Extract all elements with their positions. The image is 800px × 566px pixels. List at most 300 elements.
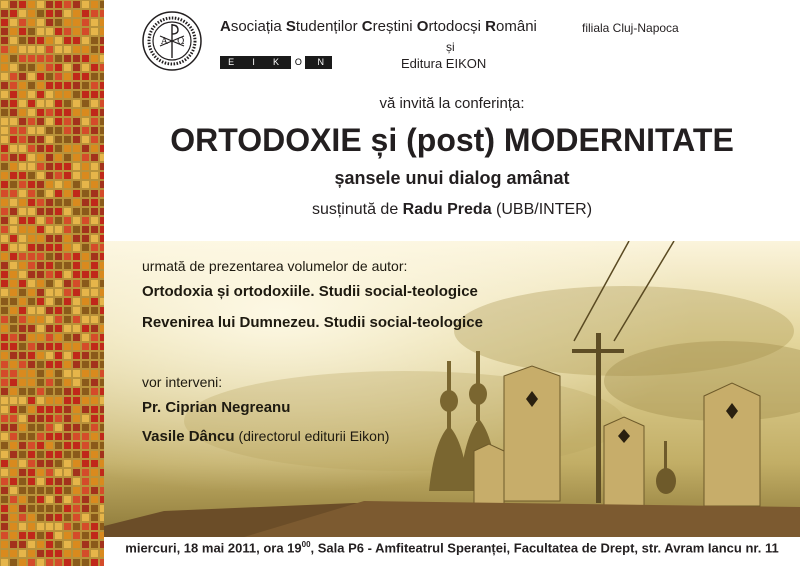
event-location: , Sala P6 - Amfiteatrul Speranței, Facultatea de Drept, str. Avram Iancu nr. 11 [310,540,779,556]
mosaic-tile [73,505,80,512]
mosaic-tile [55,514,62,521]
mosaic-tile [73,415,80,422]
mosaic-tile [73,550,80,557]
mosaic-tile [46,541,53,548]
mosaic-tile [46,433,53,440]
mosaic-tile [28,433,35,440]
mosaic-tile [91,496,98,503]
mosaic-tile [73,82,80,89]
mosaic-tile [19,262,26,269]
mosaic-tile [28,190,35,197]
mosaic-tile [28,307,35,314]
mosaic-tile [28,424,35,431]
mosaic-tile [19,10,26,17]
mosaic-tile [55,307,62,314]
mosaic-tile [55,10,62,17]
mosaic-tile [28,361,35,368]
mosaic-tile [55,397,62,404]
mosaic-tile [46,469,53,476]
mosaic-tile [82,307,89,314]
mosaic-tile [37,262,44,269]
mosaic-tile [37,154,44,161]
mosaic-tile [73,64,80,71]
mosaic-tile [91,154,98,161]
mosaic-tile [91,262,98,269]
mosaic-tile [28,163,35,170]
mosaic-tile [64,199,71,206]
mosaic-tile [1,199,8,206]
mosaic-tile [55,262,62,269]
mosaic-tile [82,172,89,179]
mosaic-tile [28,514,35,521]
mosaic-tile [1,28,8,35]
mosaic-tile [91,82,98,89]
mosaic-tile [82,262,89,269]
mosaic-tile [46,424,53,431]
mosaic-tile [91,478,98,485]
mosaic-tile [46,37,53,44]
mosaic-tile [73,235,80,242]
mosaic-tile [46,352,53,359]
mosaic-tile [10,1,17,8]
mosaic-tile [28,271,35,278]
mosaic-tile [28,325,35,332]
mosaic-tile [91,136,98,143]
mosaic-tile [37,487,44,494]
mosaic-tile [28,46,35,53]
mosaic-tile [1,343,8,350]
mosaic-tile [37,190,44,197]
mosaic-tile [73,370,80,377]
mosaic-tile [37,82,44,89]
mosaic-tile [73,388,80,395]
mosaic-tile [1,307,8,314]
mosaic-tile [10,478,17,485]
mosaic-tile [37,145,44,152]
mosaic-tile [28,280,35,287]
mosaic-tile [91,361,98,368]
mosaic-tile [10,433,17,440]
mosaic-tile [10,523,17,530]
mosaic-tile [10,424,17,431]
mosaic-tile [64,298,71,305]
mosaic-tile [55,46,62,53]
mosaic-tile [46,514,53,521]
mosaic-tile [82,253,89,260]
mosaic-tile [64,415,71,422]
mosaic-tile [46,55,53,62]
mosaic-tile [37,73,44,80]
mosaic-tile [28,28,35,35]
mosaic-tile [64,226,71,233]
mosaic-tile [10,172,17,179]
mosaic-tile [82,64,89,71]
mosaic-tile [82,73,89,80]
mosaic-tile [82,451,89,458]
mosaic-tile [82,154,89,161]
mosaic-tile [91,532,98,539]
mosaic-tile [55,550,62,557]
association-initial: R [485,18,497,35]
mosaic-tile [19,172,26,179]
mosaic-tile [64,460,71,467]
mosaic-tile [91,1,98,8]
mosaic-tile [82,532,89,539]
mosaic-tile [55,415,62,422]
mosaic-tile [91,118,98,125]
mosaic-tile [64,406,71,413]
speaker-1: Pr. Ciprian Negreanu [142,399,291,416]
mosaic-tile [19,460,26,467]
mosaic-strip [0,0,104,566]
mosaic-tile [91,469,98,476]
mosaic-tile [10,136,17,143]
mosaic-tile [1,532,8,539]
mosaic-tile [37,55,44,62]
mosaic-tile [91,10,98,17]
mosaic-tile [10,10,17,17]
mosaic-tile [1,361,8,368]
mosaic-tile [55,478,62,485]
mosaic-tile [55,64,62,71]
mosaic-tile [37,136,44,143]
mosaic-tile [91,550,98,557]
event-time-minutes: 00 [301,540,311,549]
mosaic-tile [37,37,44,44]
speaker-2-role: (directorul editurii Eikon) [234,428,390,444]
mosaic-tile [37,325,44,332]
mosaic-tile [28,199,35,206]
mosaic-tile [19,289,26,296]
mosaic-tile [55,460,62,467]
mosaic-tile [19,82,26,89]
mosaic-tile [46,145,53,152]
mosaic-tile [55,334,62,341]
mosaic-tile [82,325,89,332]
mosaic-tile [10,352,17,359]
mosaic-tile [10,307,17,314]
mosaic-tile [19,136,26,143]
mosaic-tile [100,37,104,44]
mosaic-tile [19,280,26,287]
event-details [104,540,800,555]
mosaic-tile [73,379,80,386]
held-by-prefix: susținută de [311,201,403,218]
mosaic-tile [91,379,98,386]
mosaic-tile [19,478,26,485]
eikon-letter: E [228,57,235,67]
mosaic-tile [82,433,89,440]
mosaic-tile [91,442,98,449]
invitation-line: vă invită la conferința: [379,95,525,112]
association-initial: C [361,18,373,35]
mosaic-tile [46,388,53,395]
mosaic-tile [46,136,53,143]
mosaic-tile [82,424,89,431]
mosaic-tile [82,136,89,143]
mosaic-tile [64,73,71,80]
mosaic-tile [37,217,44,224]
mosaic-tile [64,352,71,359]
mosaic-tile [37,541,44,548]
eikon-logo [220,56,332,69]
mosaic-tile [37,523,44,530]
mosaic-tile [28,55,35,62]
mosaic-tile [19,208,26,215]
mosaic-tile [10,487,17,494]
mosaic-tile [37,433,44,440]
mosaic-tile [73,559,80,566]
mosaic-tile [73,307,80,314]
mosaic-tile [64,37,71,44]
mosaic-tile [73,460,80,467]
mosaic-tile [55,298,62,305]
mosaic-tile [73,424,80,431]
eikon-letter: N [317,57,324,67]
mosaic-tile [82,244,89,251]
mosaic-tile [37,1,44,8]
mosaic-tile [1,352,8,359]
mosaic-tile [46,559,53,566]
mosaic-tile [10,559,17,566]
mosaic-tile [37,244,44,251]
mosaic-tile [100,28,104,35]
mosaic-tile [55,388,62,395]
mosaic-tile [28,1,35,8]
mosaic-tile [73,1,80,8]
mosaic-tile [82,190,89,197]
mosaic-tile [10,505,17,512]
event-date-time: miercuri, 18 mai 2011, ora 19 [125,540,302,556]
mosaic-tile [55,181,62,188]
mosaic-tile [73,343,80,350]
mosaic-tile [19,388,26,395]
mosaic-tile [28,64,35,71]
mosaic-tile [10,127,17,134]
mosaic-tile [91,487,98,494]
mosaic-tile [73,181,80,188]
mosaic-tile [82,217,89,224]
mosaic-tile [19,352,26,359]
mosaic-tile [91,370,98,377]
mosaic-tile [10,298,17,305]
mosaic-tile [46,64,53,71]
mosaic-tile [46,46,53,53]
mosaic-tile [64,253,71,260]
mosaic-tile [1,451,8,458]
mosaic-tile [73,397,80,404]
mosaic-tile [55,352,62,359]
mosaic-tile [46,244,53,251]
mosaic-tile [1,415,8,422]
mosaic-tile [91,406,98,413]
mosaic-tile [37,172,44,179]
svg-text:A: A [161,37,168,47]
mosaic-tile [37,397,44,404]
mosaic-tile [91,451,98,458]
mosaic-tile [91,190,98,197]
mosaic-tile [28,118,35,125]
mosaic-tile [1,469,8,476]
mosaic-tile [19,487,26,494]
mosaic-tile [91,307,98,314]
mosaic-tile [10,469,17,476]
mosaic-tile [10,118,17,125]
mosaic-tile [64,244,71,251]
speaker-line [104,201,800,219]
mosaic-tile [82,19,89,26]
mosaic-tile [82,235,89,242]
mosaic-tile [28,244,35,251]
association-logo [142,11,202,71]
mosaic-tile [91,226,98,233]
mosaic-tile [64,136,71,143]
mosaic-tile [1,163,8,170]
mosaic-tile [19,19,26,26]
mosaic-tile [10,451,17,458]
mosaic-tile [64,433,71,440]
mosaic-tile [10,442,17,449]
mosaic-tile [73,361,80,368]
mosaic-tile [82,406,89,413]
mosaic-tile [82,10,89,17]
mosaic-tile [1,289,8,296]
mosaic-tile [55,145,62,152]
mosaic-tile [10,28,17,35]
mosaic-tile [73,406,80,413]
mosaic-tile [10,370,17,377]
mosaic-tile [64,487,71,494]
mosaic-tile [46,10,53,17]
mosaic-tile [91,244,98,251]
mosaic-tile [46,280,53,287]
mosaic-tile [46,370,53,377]
mosaic-tile [82,127,89,134]
mosaic-tile [19,397,26,404]
mosaic-tile [73,199,80,206]
mosaic-tile [46,406,53,413]
mosaic-tile [82,46,89,53]
mosaic-tile [10,532,17,539]
mosaic-tile [37,235,44,242]
mosaic-tile [55,523,62,530]
mosaic-tile [82,334,89,341]
mosaic-tile [46,190,53,197]
mosaic-tile [82,352,89,359]
mosaic-tile [28,298,35,305]
mosaic-tile [91,37,98,44]
mosaic-tile [1,433,8,440]
mosaic-tile [19,217,26,224]
mosaic-tile [10,289,17,296]
mosaic-tile [73,28,80,35]
mosaic-tile [46,496,53,503]
mosaic-tile [28,73,35,80]
mosaic-tile [55,28,62,35]
mosaic-tile [91,172,98,179]
mosaic-tile [73,55,80,62]
mosaic-tile [55,226,62,233]
speakers-lead: vor interveni: [142,374,223,390]
mosaic-tile [37,505,44,512]
mosaic-tile [1,496,8,503]
mosaic-tile [64,442,71,449]
mosaic-tile [91,433,98,440]
mosaic-tile [55,451,62,458]
mosaic-tile [64,262,71,269]
mosaic-tile [91,271,98,278]
mosaic-tile [46,1,53,8]
mosaic-tile [28,334,35,341]
mosaic-tile [37,352,44,359]
mosaic-tile [19,325,26,332]
mosaic-tile [1,82,8,89]
mosaic-tile [55,208,62,215]
mosaic-tile [73,217,80,224]
mosaic-tile [46,118,53,125]
mosaic-tile [28,37,35,44]
mosaic-tile [64,505,71,512]
mosaic-tile [1,172,8,179]
mosaic-tile [28,235,35,242]
mosaic-tile [100,226,104,233]
mosaic-tile [28,316,35,323]
mosaic-tile [82,388,89,395]
mosaic-tile [100,46,104,53]
mosaic-tile [10,64,17,71]
mosaic-tile [19,1,26,8]
mosaic-tile [91,73,98,80]
mosaic-tile [46,154,53,161]
mosaic-tile [64,523,71,530]
mosaic-tile [73,433,80,440]
mosaic-tile [37,280,44,287]
mosaic-tile [64,163,71,170]
mosaic-tile [91,19,98,26]
mosaic-tile [91,289,98,296]
mosaic-tile [10,19,17,26]
mosaic-tile [10,388,17,395]
mosaic-tile [1,334,8,341]
mosaic-tile [28,136,35,143]
eikon-letter: K [272,57,279,67]
mosaic-tile [37,334,44,341]
mosaic-tile [10,154,17,161]
mosaic-tile [55,316,62,323]
mosaic-tile [73,532,80,539]
mosaic-tile [10,217,17,224]
mosaic-tile [46,361,53,368]
mosaic-tile [37,559,44,566]
mosaic-tile [55,154,62,161]
mosaic-tile [37,379,44,386]
mosaic-tile [46,217,53,224]
association-initial: A [220,18,231,35]
mosaic-tile [82,118,89,125]
mosaic-tile [55,379,62,386]
mosaic-tile [64,1,71,8]
mosaic-tile [28,262,35,269]
mosaic-tile [82,199,89,206]
mosaic-tile [10,208,17,215]
mosaic-tile [10,541,17,548]
mosaic-tile [64,514,71,521]
mosaic-tile [1,10,8,17]
mosaic-tile [1,514,8,521]
mosaic-tile [64,532,71,539]
mosaic-tile [37,46,44,53]
mosaic-tile [55,82,62,89]
